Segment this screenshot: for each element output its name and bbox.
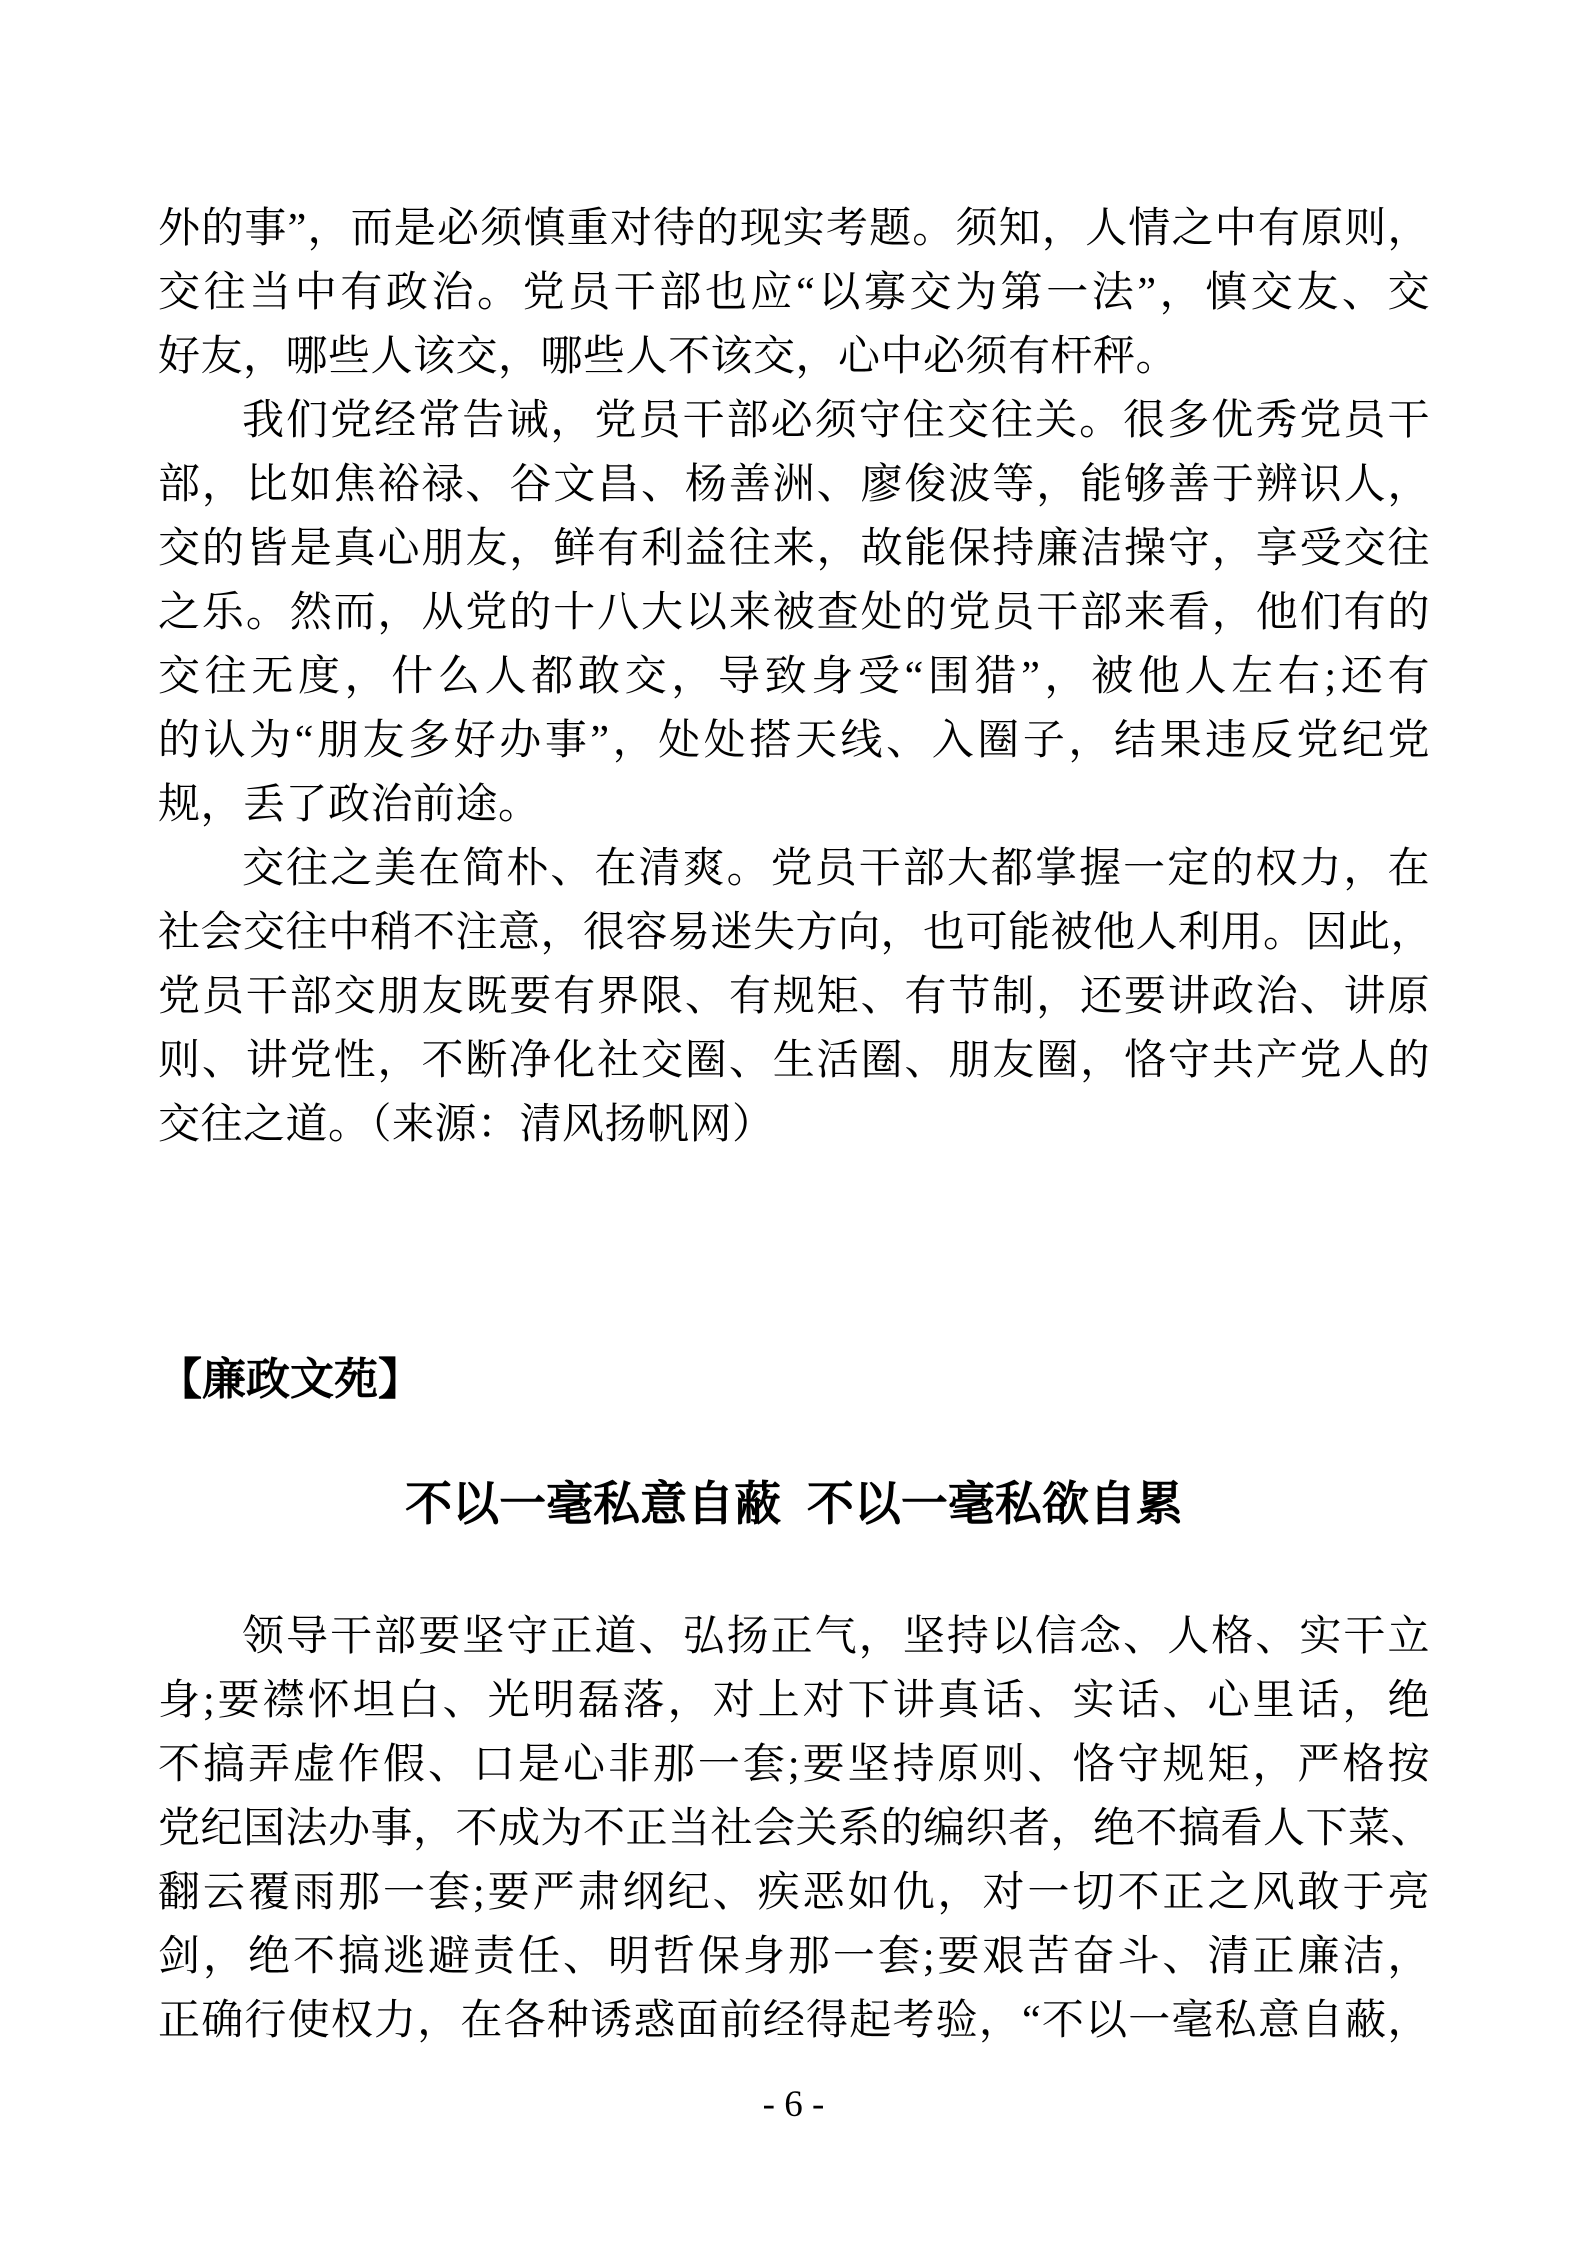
text-line: 之乐。然而，从党的十八大以来被查处的党员干部来看，他们有的 — [158, 590, 1430, 636]
article-body — [158, 1605, 1434, 2053]
text-line: 交往之美在简朴、在清爽。党员干部大都掌握一定的权力，在 — [242, 846, 1430, 892]
paragraph — [158, 1605, 1434, 2053]
text-line: 好友，哪些人该交，哪些人不该交，心中必须有杆秤。 — [158, 334, 1179, 380]
article-title: 不以一毫私意自蔽 不以一毫私欲自累 — [405, 1479, 1183, 1531]
text-line: 我们党经常告诫，党员干部必须守住交往关。很多优秀党员干 — [242, 398, 1430, 444]
text-line: 党纪国法办事，不成为不正当社会关系的编织者，绝不搞看人下菜、 — [158, 1806, 1434, 1852]
text-line: 交往之道。（来源：清风扬帆网） — [158, 1102, 775, 1148]
text-line: 则、讲党性，不断净化社交圈、生活圈、朋友圈，恪守共产党人的 — [158, 1038, 1430, 1084]
text-line: 部，比如焦裕禄、谷文昌、杨善洲、廖俊波等，能够善于辨识人， — [158, 462, 1430, 508]
text-line: 身;要襟怀坦白、光明磊落，对上对下讲真话、实话、心里话，绝 — [158, 1678, 1430, 1724]
text-line: 交的皆是真心朋友，鲜有利益往来，故能保持廉洁操守，享受交往 — [158, 526, 1430, 572]
text-line: 正确行使权力，在各种诱惑面前经得起考验，“不以一毫私意自蔽， — [158, 1998, 1430, 2044]
text-line: 社会交往中稍不注意，很容易迷失方向，也可能被他人利用。因此， — [158, 910, 1434, 956]
paragraph — [158, 197, 1430, 389]
text-line: 规，丢了政治前途。 — [158, 782, 541, 828]
article-continuation — [158, 197, 1434, 1157]
text-line: 交往当中有政治。党员干部也应“以寡交为第一法”，慎交友、交 — [158, 270, 1430, 316]
text-line: 交往无度，什么人都敢交，导致身受“围猎”，被他人左右;还有 — [158, 654, 1430, 700]
page-number: - 6 - — [762, 2084, 825, 2125]
text-line: 翻云覆雨那一套;要严肃纲纪、疾恶如仇，对一切不正之风敢于亮 — [158, 1870, 1430, 1916]
section-header: 【廉政文苑】 — [158, 1355, 422, 1404]
text-line: 外的事”，而是必须慎重对待的现实考题。须知，人情之中有原则， — [158, 206, 1430, 252]
text-line: 党员干部交朋友既要有界限、有规矩、有节制，还要讲政治、讲原 — [158, 974, 1430, 1020]
paragraph — [158, 389, 1430, 837]
text-line: 剑，绝不搞逃避责任、明哲保身那一套;要艰苦奋斗、清正廉洁， — [158, 1934, 1430, 1980]
text-line: 不搞弄虚作假、口是心非那一套;要坚持原则、恪守规矩，严格按 — [158, 1742, 1430, 1788]
document-content — [158, 197, 1434, 2053]
paragraph — [158, 837, 1434, 1157]
text-line: 的认为“朋友多好办事”，处处搭天线、入圈子，结果违反党纪党 — [158, 718, 1430, 764]
text-line: 领导干部要坚守正道、弘扬正气，坚持以信念、人格、实干立 — [242, 1614, 1430, 1660]
